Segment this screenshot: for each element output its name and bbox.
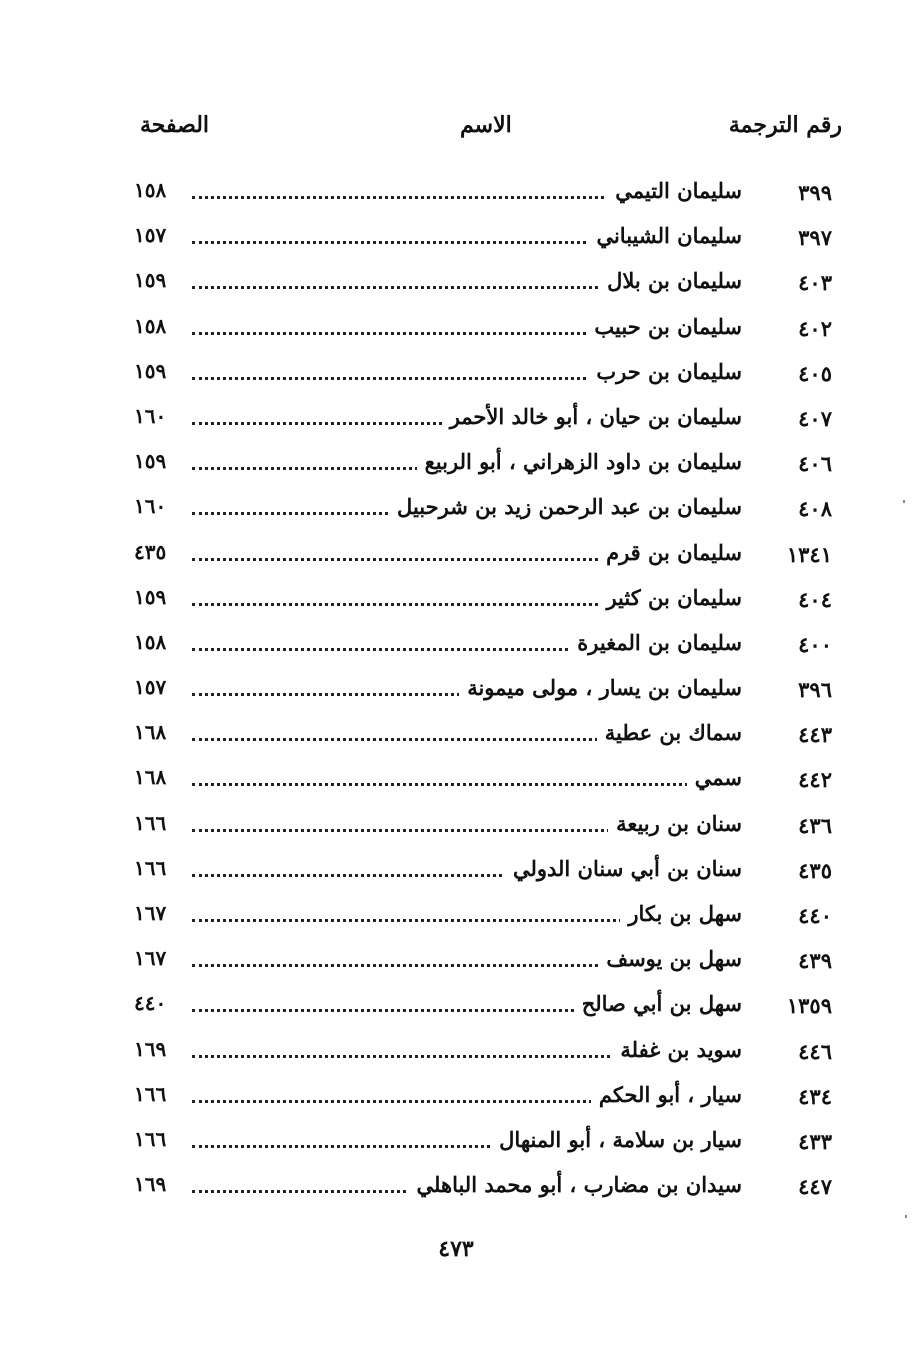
entry-number: ٣٩٩: [798, 180, 832, 205]
entry-page: ١٦٠: [134, 403, 167, 428]
entry-page: ١٥٩: [134, 584, 167, 609]
entry-name: سليمان بن حبيب: [586, 314, 742, 339]
entry-page: ٤٣٥: [134, 539, 167, 564]
index-row: [130, 850, 842, 895]
entry-number: ٤٠٤: [798, 586, 832, 612]
entry-number: ٤٠٢: [798, 315, 832, 341]
entry-number: ٤٠٧: [798, 405, 832, 431]
header-name: الاسم: [460, 112, 512, 138]
index-row: [130, 443, 842, 488]
index-row: [130, 1076, 842, 1121]
entry-name: سليمان الشيباني: [588, 223, 742, 248]
entry-name: سليمان بن بلال: [599, 268, 742, 293]
index-list: [130, 172, 842, 1211]
dot-leader: [192, 783, 742, 786]
index-row: [130, 985, 842, 1030]
entry-number: ٤٣٩: [798, 948, 832, 974]
entry-page: ١٥٧: [134, 675, 167, 700]
scan-speck: [903, 500, 905, 503]
entry-name: سيار بن سلامة ، أبو المنهال: [491, 1127, 742, 1152]
entry-number: ٣٩٧: [798, 225, 832, 251]
entry-page: ١٦٦: [134, 1126, 167, 1151]
index-row: [130, 624, 842, 669]
entry-name: سويد بن غفلة: [612, 1037, 742, 1062]
index-row: [130, 1166, 842, 1211]
entry-number: ٤٣٥: [798, 857, 832, 883]
table-header: [130, 112, 842, 152]
entry-number: ٤٠٥: [798, 360, 832, 386]
entry-name: سهل بن أبي صالح: [574, 991, 742, 1016]
entry-number: ١٣٥٩: [786, 993, 832, 1019]
entry-page: ١٦٠: [134, 494, 167, 519]
entry-page: ١٥٩: [134, 449, 167, 474]
index-row: [130, 353, 842, 398]
entry-name: سنان بن ربيعة: [608, 811, 742, 836]
entry-name: سليمان بن المغيرة: [569, 630, 742, 655]
entry-name: سليمان بن كثير: [598, 585, 742, 610]
entry-page: ١٦٧: [134, 946, 167, 971]
entry-name: سليمان بن حرب: [588, 359, 742, 384]
entry-page: ١٥٩: [134, 268, 167, 293]
entry-page: ١٥٨: [134, 313, 167, 338]
entry-number: ٤٤٢: [798, 767, 832, 793]
index-row: [130, 759, 842, 804]
scan-speck: [905, 1215, 907, 1218]
entry-number: ٤٠٣: [798, 270, 832, 296]
index-row: [130, 714, 842, 759]
entry-page: ١٦٧: [134, 901, 167, 925]
entry-number: ١٣٤١: [786, 541, 832, 567]
entry-page: ١٦٩: [134, 1036, 167, 1061]
entry-page: ١٦٦: [134, 855, 167, 880]
entry-name: سليمان التيمي: [607, 178, 742, 203]
header-entry-number: رقم الترجمة: [728, 112, 842, 138]
entry-name: سنان بن أبي سنان الدولي: [505, 856, 742, 881]
entry-number: ٤٤٦: [798, 1038, 832, 1064]
entry-name: سليمان بن عبد الرحمن زيد بن شرحبيل: [389, 494, 742, 519]
entry-number: ٤٣٤: [798, 1083, 832, 1109]
entry-name: سليمان بن يسار ، مولى ميمونة: [459, 675, 742, 700]
entry-page: ١٦٦: [134, 810, 167, 835]
index-row: [130, 398, 842, 443]
index-row: [130, 1031, 842, 1076]
index-row: [130, 262, 842, 307]
entry-name: سهل بن بكار: [620, 901, 742, 926]
entry-number: ٤٠٠: [798, 631, 832, 657]
entry-number: ٤٣٣: [798, 1128, 832, 1154]
entry-name: سليمان بن داود الزهراني ، أبو الربيع: [417, 449, 742, 474]
index-row: [130, 940, 842, 985]
entry-number: ٤٣٦: [798, 812, 832, 838]
entry-number: ٤٤٣: [798, 722, 832, 748]
entry-page: ١٦٩: [134, 1172, 167, 1197]
entry-page: ٤٤٠: [134, 991, 167, 1016]
page-number: ٤٧٣: [438, 1236, 474, 1262]
index-row: [130, 308, 842, 353]
entry-page: ١٥٨: [134, 178, 167, 202]
entry-number: ٤٤٠: [798, 903, 832, 928]
entry-number: ٤٠٨: [798, 496, 832, 522]
index-row: [130, 534, 842, 579]
entry-name: سهل بن يوسف: [598, 946, 742, 971]
index-row: [130, 579, 842, 624]
header-page: الصفحة: [140, 112, 210, 138]
index-row: [130, 1121, 842, 1166]
index-row: [130, 669, 842, 714]
index-row: [130, 217, 842, 262]
entry-page: ١٦٨: [134, 720, 167, 745]
entry-name: سليمان بن قرم: [598, 540, 742, 565]
entry-page: ١٥٩: [134, 358, 167, 383]
index-row: [130, 895, 842, 940]
entry-number: ٤٠٦: [798, 451, 832, 477]
entry-page: ١٥٨: [134, 629, 167, 654]
entry-name: سيار ، أبو الحكم: [591, 1082, 742, 1107]
entry-name: سمي: [687, 765, 742, 790]
entry-number: ٤٤٧: [798, 1174, 832, 1200]
entry-page: ١٦٦: [134, 1081, 167, 1106]
entry-page: ١٥٧: [134, 223, 167, 248]
entry-number: ٣٩٦: [798, 677, 832, 703]
index-row: [130, 805, 842, 850]
entry-name: سماك بن عطية: [597, 720, 742, 745]
index-row: [130, 172, 842, 217]
entry-name: سليمان بن حيان ، أبو خالد الأحمر: [442, 404, 742, 429]
index-row: [130, 488, 842, 533]
entry-page: ١٦٨: [134, 765, 167, 790]
entry-name: سيدان بن مضارب ، أبو محمد الباهلي: [409, 1172, 742, 1197]
